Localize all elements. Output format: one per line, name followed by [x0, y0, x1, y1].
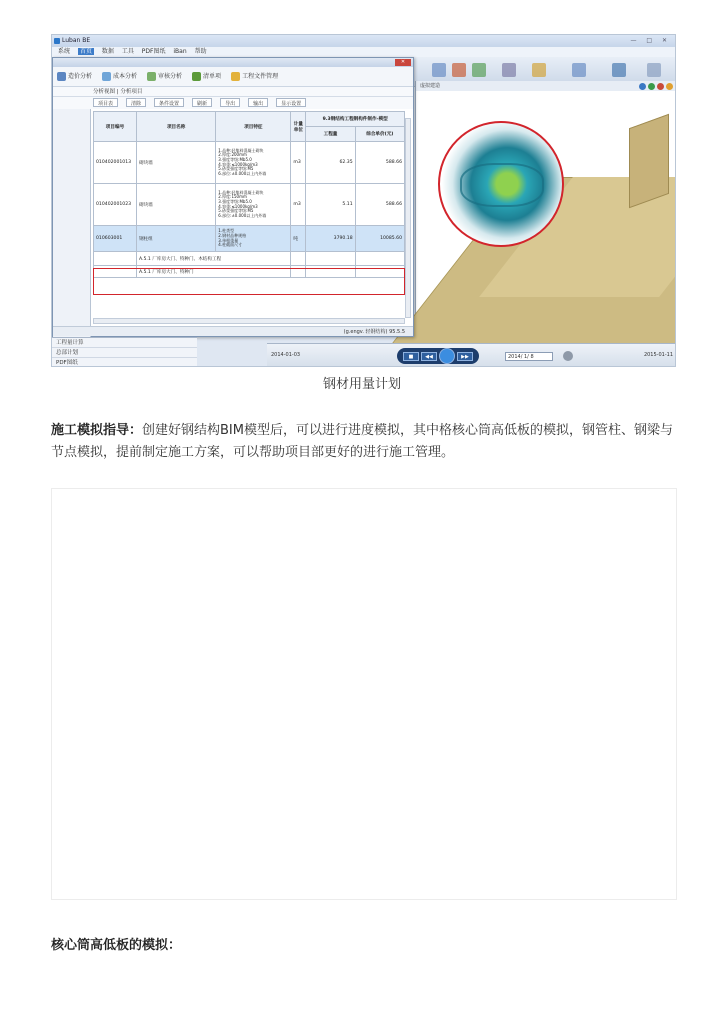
cell-feature: 1.品种:轻集料混凝土砌块 2.厚度:150mm 3.强度等级:Mb5.0 4.容重:≤1000kg/m3 5.砂浆强度等级:M5 6.部位:±0.000以上内外墙 [216, 184, 291, 226]
dialog-buttons [53, 97, 413, 109]
cell-feature: 1.品种:轻集料混凝土砌块 2.厚度:200mm 3.强度等级:Mb5.0 4.容重:≤1000kg/m3 5.砂浆强度等级:M5 6.部位:±0.000以上内外墙 [216, 142, 291, 184]
menu-item-system[interactable]: 系统 [58, 48, 71, 55]
bom-table [93, 111, 405, 278]
btn-refresh[interactable]: 刷新 [192, 98, 212, 107]
btn-export[interactable]: 导出 [220, 98, 240, 107]
dialog-tabs[interactable]: 分析视图 | 分析项目 [53, 87, 413, 97]
col-code[interactable]: 项目编号 [94, 112, 137, 142]
table-row-highlighted[interactable] [94, 226, 405, 252]
cell-name: A.5.1 厂库房大门、特种门 [136, 266, 290, 278]
col-unit[interactable]: 计量单位 [291, 112, 306, 142]
toolbar-icon[interactable] [612, 63, 626, 77]
play-icon[interactable] [439, 348, 455, 364]
close-icon[interactable]: ✕ [395, 59, 411, 66]
cell-qty [306, 252, 355, 266]
forward-icon[interactable]: ▶▶ [457, 352, 473, 361]
cell-unit: m3 [291, 184, 306, 226]
cell-name: 砌块墙 [136, 184, 215, 226]
steel-structure-highlight [438, 121, 564, 247]
cell-unit [291, 252, 306, 266]
person-icon [192, 72, 201, 81]
cell-price: 10085.60 [355, 226, 404, 252]
toolbar-icon[interactable] [452, 63, 466, 77]
edit-icon [147, 72, 156, 81]
toolbar-icon[interactable] [532, 63, 546, 77]
dock-item[interactable]: PDF图纸 [52, 358, 197, 367]
col-price[interactable]: 综合单价(元) [355, 127, 404, 142]
table-row[interactable] [94, 184, 405, 226]
media-placeholder [51, 488, 677, 900]
toolbar-icon[interactable] [502, 63, 516, 77]
cell-code [94, 252, 137, 266]
cell-name: 钢柱组 [136, 226, 215, 252]
menu-item-iban[interactable]: iBan [173, 48, 187, 55]
section-heading: 核心筒高低板的模拟： [51, 938, 182, 953]
start-date: 2014-01-03 [271, 352, 301, 358]
dialog-side-column [53, 109, 91, 337]
stop-icon[interactable]: ■ [403, 352, 419, 361]
cell-name: 砌块墙 [136, 142, 215, 184]
btn-project-table[interactable]: 项目表 [93, 98, 118, 107]
gear-icon[interactable] [563, 351, 573, 361]
menu-item-help[interactable]: 帮助 [194, 48, 207, 55]
window-controls[interactable]: — □ ✕ [630, 37, 671, 44]
cell-code: 010402001023 [94, 184, 137, 226]
menu-item-tools[interactable]: 工具 [121, 48, 134, 55]
col-qty[interactable]: 工程量 [306, 127, 355, 142]
search-icon [102, 72, 111, 81]
dialog-titlebar [53, 58, 413, 67]
bom-dialog [52, 57, 414, 337]
menu-item-data[interactable]: 数据 [101, 48, 114, 55]
tool-cost-budget[interactable]: 成本分析 [102, 67, 137, 86]
cell-unit: 吨 [291, 226, 306, 252]
view-icon[interactable] [666, 83, 673, 90]
btn-display[interactable]: 显示设置 [276, 98, 306, 107]
tool-audit[interactable]: 审核分析 [147, 67, 182, 86]
menu-bar [52, 47, 675, 57]
window-titlebar [52, 35, 675, 47]
rewind-icon[interactable]: ◀◀ [421, 352, 437, 361]
view-icon[interactable] [648, 83, 655, 90]
current-date-select[interactable]: 2014/ 1/ 8 [505, 352, 553, 361]
col-group: 9.3钢结构工程钢构件制作-模型 [306, 112, 405, 127]
paragraph-text: 创建好钢结构BIM模型后，可以进行进度模拟，其中格核心筒高低板的模拟，钢管柱、钢梁与节点模拟，提前制定施工方案，可以帮助项目部更好的进行施工管理。 [51, 423, 673, 460]
btn-condition[interactable]: 条件设置 [154, 98, 184, 107]
chart-icon [57, 72, 66, 81]
tool-cost-analysis[interactable]: 造价分析 [57, 67, 92, 86]
window-title: Luban BE [62, 37, 91, 44]
app-icon [54, 38, 60, 44]
menu-item-home[interactable]: 首页 [79, 48, 92, 55]
dock-item[interactable]: 总部计划 [52, 348, 197, 358]
btn-output[interactable]: 输出 [248, 98, 268, 107]
paragraph-lead: 施工模拟指导： [51, 423, 143, 438]
table-row[interactable] [94, 252, 405, 266]
cell-qty: 5.11 [306, 184, 355, 226]
dock-item[interactable]: 工程量计算 [52, 338, 197, 348]
menu-item-pdf[interactable]: PDF图纸 [141, 48, 166, 55]
viewport-header [416, 81, 676, 91]
vertical-scrollbar[interactable] [405, 118, 411, 318]
toolbar-icon[interactable] [472, 63, 486, 77]
building-tower [629, 114, 669, 209]
status-bar: (g.engv. 轻钢结构) 95.5.5 [53, 326, 413, 336]
dialog-toolbar [53, 67, 413, 87]
cell-feature: 1.柱类型 2.钢材品种规格 3.单根重量 4.柱截面尺寸 [216, 226, 291, 252]
folder-icon [231, 72, 240, 81]
cell-price [355, 252, 404, 266]
simulation-player [267, 343, 676, 367]
cell-code: 010402001013 [94, 142, 137, 184]
player-controls [397, 348, 479, 364]
view-icon[interactable] [639, 83, 646, 90]
highlight-box [93, 268, 405, 295]
cell-price: 588.66 [355, 142, 404, 184]
article-paragraph [51, 420, 677, 464]
bottom-dock [52, 337, 197, 367]
tool-file-manager[interactable]: 工程文件管理 [231, 67, 278, 86]
horizontal-scrollbar[interactable] [93, 318, 405, 324]
toolbar-icon[interactable] [647, 63, 661, 77]
cell-name: A.5.1 厂库房大门、特种门、木结构工程 [136, 252, 290, 266]
end-date: 2015-01-11 [643, 352, 673, 358]
cell-price: 588.66 [355, 184, 404, 226]
cell-qty: 3790.18 [306, 226, 355, 252]
cell-code: 010603001 [94, 226, 137, 252]
col-feature[interactable]: 项目特征 [216, 112, 291, 142]
tool-bill-items[interactable]: 清单项 [192, 67, 221, 86]
viewport-icons [639, 83, 673, 90]
figure-caption: 钢材用量计划 [322, 377, 401, 392]
btn-clear[interactable]: 清除 [126, 98, 146, 107]
cell-unit: m3 [291, 142, 306, 184]
view-icon[interactable] [657, 83, 664, 90]
toolbar-icon[interactable] [572, 63, 586, 77]
table-row[interactable] [94, 142, 405, 184]
toolbar-icon[interactable] [432, 63, 446, 77]
3d-viewport[interactable] [415, 81, 676, 343]
col-name[interactable]: 项目名称 [136, 112, 215, 142]
software-screenshot [51, 34, 676, 367]
viewport-title: 虚拟建造 [420, 83, 441, 89]
cell-qty: 62.35 [306, 142, 355, 184]
